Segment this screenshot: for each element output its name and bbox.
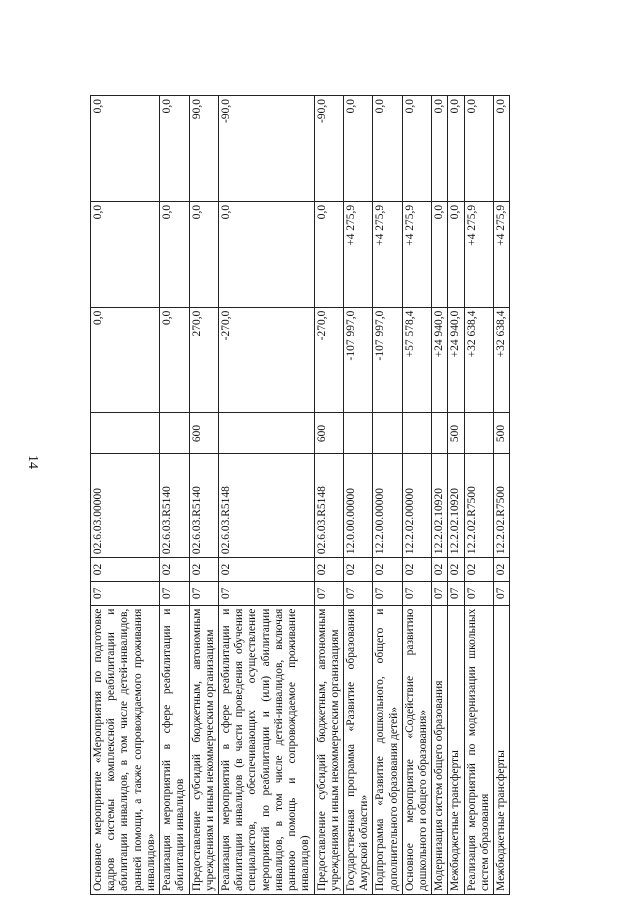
section-code-cell: 07	[91, 581, 160, 605]
section-code-cell: 07	[314, 581, 343, 605]
amount-3-cell: -90,0	[314, 96, 343, 202]
table-row	[448, 96, 464, 895]
target-article-cell: 12.2.02.R7500	[464, 454, 493, 558]
table-row	[91, 96, 160, 895]
expense-type-cell	[218, 413, 314, 454]
target-article-cell: 12.0.00.00000	[343, 454, 372, 558]
amount-2-cell: 0,0	[432, 201, 448, 307]
target-article-cell: 02.6.03.R5140	[189, 454, 218, 558]
row-name-cell: Реализация мероприятий в сфере реабилитации и абилитации инвалидов (в части проведения обучения специалистов, обеспечивающих осуществление мероприятий по реабилитации и (или) абилитации инвалидов, в том числе детей-инвалидов, включая раннюю помощь и сопровождаемое проживание инвалидов)	[218, 605, 314, 894]
expense-type-cell: 600	[189, 413, 218, 454]
table-row	[218, 96, 314, 895]
amount-2-cell: +4 275,9	[343, 201, 372, 307]
amount-1-cell: +24 940,0	[432, 307, 448, 413]
subsection-code-cell: 02	[343, 558, 372, 582]
row-name-cell: Межбюджетные трансферты	[448, 605, 464, 894]
amount-1-cell: -107 997,0	[343, 307, 372, 413]
subsection-code-cell: 02	[494, 558, 510, 582]
expense-type-cell	[160, 413, 189, 454]
section-code-cell: 07	[402, 581, 431, 605]
amount-3-cell: 0,0	[160, 96, 189, 202]
subsection-code-cell: 02	[432, 558, 448, 582]
page-number: 14	[25, 455, 40, 469]
expense-type-cell	[402, 413, 431, 454]
amount-3-cell: 0,0	[464, 96, 493, 202]
budget-table	[90, 95, 510, 895]
target-article-cell: 12.2.02.10920	[432, 454, 448, 558]
section-code-cell: 07	[160, 581, 189, 605]
row-name-cell: Предоставление субсидий бюджетным, автономным учреждениям и иным некоммерческим организациям	[314, 605, 343, 894]
amount-1-cell: +57 578,4	[402, 307, 431, 413]
table-row	[464, 96, 493, 895]
row-name-cell: Реализация мероприятий в сфере реабилитации и абилитации инвалидов	[160, 605, 189, 894]
target-article-cell: 12.2.02.00000	[402, 454, 431, 558]
subsection-code-cell: 02	[402, 558, 431, 582]
table-row	[189, 96, 218, 895]
subsection-code-cell: 02	[314, 558, 343, 582]
row-name-cell: Основное мероприятие «Содействие развитию дошкольного и общего образования»	[402, 605, 431, 894]
amount-1-cell: +32 638,4	[464, 307, 493, 413]
amount-3-cell: 0,0	[373, 96, 402, 202]
section-code-cell: 07	[343, 581, 372, 605]
amount-1-cell: 0,0	[91, 307, 160, 413]
target-article-cell: 02.6.03.R5148	[314, 454, 343, 558]
expense-type-cell: 500	[494, 413, 510, 454]
section-code-cell: 07	[189, 581, 218, 605]
amount-1-cell: -107 997,0	[373, 307, 402, 413]
subsection-code-cell: 02	[373, 558, 402, 582]
section-code-cell: 07	[448, 581, 464, 605]
amount-2-cell: +4 275,9	[464, 201, 493, 307]
amount-2-cell: 0,0	[314, 201, 343, 307]
amount-3-cell: -90,0	[218, 96, 314, 202]
subsection-code-cell: 02	[218, 558, 314, 582]
target-article-cell: 12.2.00.00000	[373, 454, 402, 558]
expense-type-cell	[464, 413, 493, 454]
expense-type-cell	[373, 413, 402, 454]
amount-2-cell: 0,0	[218, 201, 314, 307]
amount-3-cell: 0,0	[402, 96, 431, 202]
subsection-code-cell: 02	[464, 558, 493, 582]
section-code-cell: 07	[494, 581, 510, 605]
section-code-cell: 07	[432, 581, 448, 605]
row-name-cell: Основное мероприятие «Мероприятия по подготовке кадров системы комплексной реабилитации и абилитации инвалидов, в том числе детей-инвалидов, ранней помощи, а также сопровождаемого проживания инвалидов»	[91, 605, 160, 894]
expense-type-cell	[91, 413, 160, 454]
row-name-cell: Подпрограмма «Развитие дошкольного, общего и дополнительного образования детей»	[373, 605, 402, 894]
amount-1-cell: +32 638,4	[494, 307, 510, 413]
row-name-cell: Государственная программа «Развитие образования Амурской области»	[343, 605, 372, 894]
table-row	[494, 96, 510, 895]
amount-2-cell: 0,0	[189, 201, 218, 307]
amount-3-cell: 0,0	[448, 96, 464, 202]
subsection-code-cell: 02	[448, 558, 464, 582]
table-row	[314, 96, 343, 895]
table-row	[373, 96, 402, 895]
amount-2-cell: 0,0	[160, 201, 189, 307]
amount-2-cell: +4 275,9	[373, 201, 402, 307]
amount-3-cell: 0,0	[494, 96, 510, 202]
subsection-code-cell: 02	[91, 558, 160, 582]
amount-1-cell: -270,0	[314, 307, 343, 413]
amount-2-cell: +4 275,9	[402, 201, 431, 307]
table-row	[432, 96, 448, 895]
subsection-code-cell: 02	[189, 558, 218, 582]
amount-1-cell: +24 940,0	[448, 307, 464, 413]
row-name-cell: Реализация мероприятий по модернизации школьных систем образования	[464, 605, 493, 894]
amount-3-cell: 0,0	[91, 96, 160, 202]
row-name-cell: Модернизация систем общего образования	[432, 605, 448, 894]
expense-type-cell	[432, 413, 448, 454]
row-name-cell: Межбюджетные трансферты	[494, 605, 510, 894]
subsection-code-cell: 02	[160, 558, 189, 582]
row-name-cell: Предоставление субсидий бюджетным, автономным учреждениям и иным некоммерческим организациям	[189, 605, 218, 894]
target-article-cell: 12.2.02.R7500	[494, 454, 510, 558]
expense-type-cell: 500	[448, 413, 464, 454]
amount-3-cell: 0,0	[432, 96, 448, 202]
table-row	[160, 96, 189, 895]
target-article-cell: 02.6.03.R5140	[160, 454, 189, 558]
target-article-cell: 02.6.03.00000	[91, 454, 160, 558]
amount-2-cell: +4 275,9	[494, 201, 510, 307]
table-row	[343, 96, 372, 895]
section-code-cell: 07	[464, 581, 493, 605]
amount-2-cell: 0,0	[448, 201, 464, 307]
amount-1-cell: 0,0	[160, 307, 189, 413]
table-row	[402, 96, 431, 895]
expense-type-cell: 600	[314, 413, 343, 454]
target-article-cell: 12.2.02.10920	[448, 454, 464, 558]
expense-type-cell	[343, 413, 372, 454]
section-code-cell: 07	[218, 581, 314, 605]
target-article-cell: 02.6.03.R5148	[218, 454, 314, 558]
amount-1-cell: -270,0	[218, 307, 314, 413]
amount-2-cell: 0,0	[91, 201, 160, 307]
amount-3-cell: 0,0	[343, 96, 372, 202]
amount-1-cell: 270,0	[189, 307, 218, 413]
section-code-cell: 07	[373, 581, 402, 605]
amount-3-cell: 90,0	[189, 96, 218, 202]
